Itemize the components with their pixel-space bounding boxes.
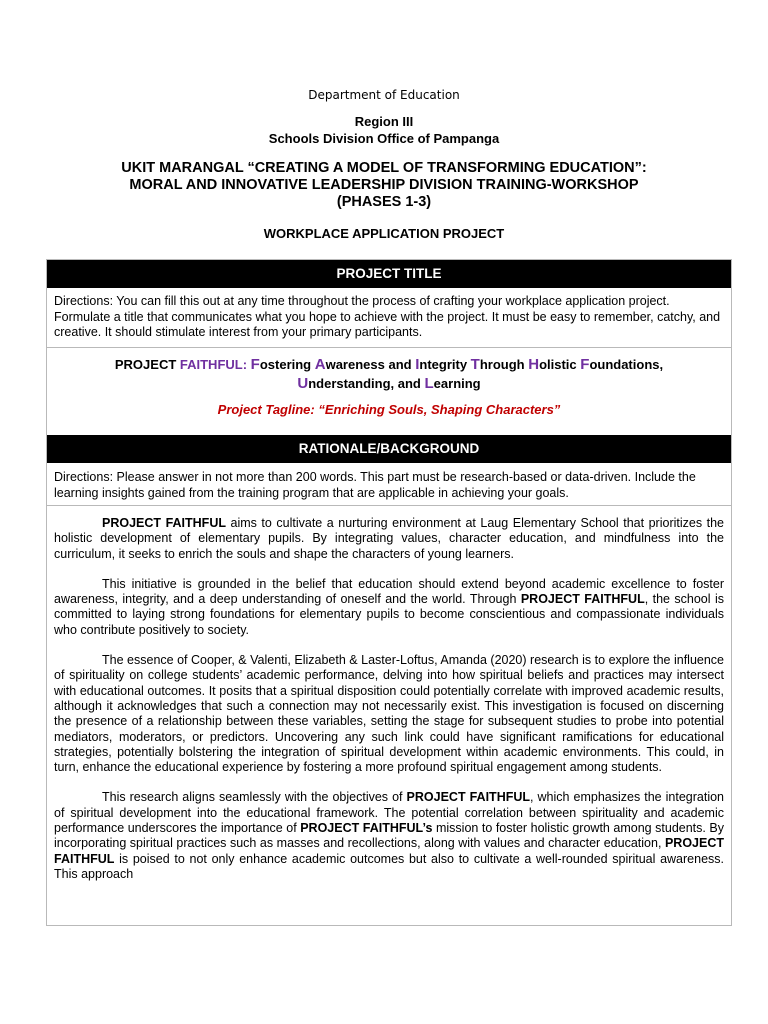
rationale-paragraph [54, 516, 724, 562]
acronym-letter: L [424, 375, 434, 392]
department-name: Department of Education [308, 88, 460, 102]
acronym-word: wareness and [325, 357, 416, 372]
paragraph-text: , the school is committed to laying strong foundations for elementary pupils to become conscientious and compassionate individuals who contribute positively to society. [54, 592, 724, 637]
acronym-letter: A [314, 356, 326, 373]
training-title-line-2: MORAL AND INNOVATIVE LEADERSHIP DIVISION TRAINING-WORKSHOP [129, 177, 639, 193]
rationale-header: RATIONALE/BACKGROUND [47, 435, 731, 463]
division-office-name: Schools Division Office of Pampanga [268, 131, 500, 146]
training-title-line-3: (PHASES 1-3) [336, 194, 432, 210]
project-name-bold: PROJECT FAITHFUL’s [300, 821, 433, 836]
paragraph-text: is poised to not only enhance academic outcomes but also to cultivate a well-rounded spiritual awareness. This approach [54, 851, 724, 881]
acronym-letter: H [528, 356, 540, 373]
rationale-paragraph [54, 577, 724, 638]
project-tagline: Project Tagline: “Enriching Souls, Shaping Characters” [217, 402, 561, 417]
project-name: FAITHFUL [179, 357, 243, 372]
project-title-colon: : [242, 357, 251, 372]
project-name-bold: PROJECT FAITHFUL [406, 790, 531, 805]
paragraph-text: This research aligns seamlessly with the objectives of [102, 790, 407, 805]
rationale-paragraph: The essence of Cooper, & Valenti, Elizabeth & Laster-Loftus, Amanda (2020) research is to explore the influence of spirituality on college students’ academic performance, delving into how spiritual beliefs and practices may intersect with educational outcomes. It posits that a spiritual disposition could potentially correlate with improved academic results, although it acknowledges that such a connection may not necessarily exist. This investigation is focused on discerning the presence of a relationship between these variables, setting the stage for subsequent studies to probe into potential mediators, moderators, or predictors. Uncovering any such link could have significant ramifications for educational strategies, potentially bolstering the integration of spiritual development within academic environments. This could, in turn, enhance the educational experience by fostering a more profound spiritual engagement among students. [54, 653, 724, 775]
project-title-prefix: PROJECT [114, 357, 180, 372]
project-title-header: PROJECT TITLE [47, 260, 731, 288]
rationale-body [54, 516, 724, 921]
acronym-word: ntegrity [419, 357, 471, 372]
acronym-letter: U [297, 375, 309, 392]
document-type-heading: WORKPLACE APPLICATION PROJECT [263, 226, 505, 241]
paragraph-text: mission to foster holistic growth among students. By incorporating spiritual practices such as masses and recollections, along with values and character education, [54, 821, 724, 851]
training-title [60, 160, 708, 211]
row-divider [47, 505, 731, 506]
acronym-word: olistic [539, 357, 581, 372]
acronym-word: hrough [479, 357, 529, 372]
acronym-word: earning [433, 376, 481, 391]
project-title-directions [54, 294, 722, 341]
acronym-word: nderstanding, and [308, 376, 425, 391]
training-title-line-1: UKIT MARANGAL “CREATING A MODEL OF TRANSFORMING EDUCATION”: [121, 160, 647, 176]
acronym-word: oundations, [589, 357, 664, 372]
region-name: Region III [354, 114, 414, 129]
paragraph-text: , which emphasizes the integration of spiritual development into the educational framework. The potential correlation between spirituality and academic performance underscores the importance of [54, 790, 724, 836]
project-name-bold: PROJECT FAITHFUL [520, 592, 645, 607]
paragraph-text: This initiative is grounded in the belief that education should extend beyond academic excellence to foster awareness, integrity, and a deep understanding of oneself and the world. Through [54, 576, 724, 607]
directions-text: : You can fill this out at any time throughout the process of crafting your workplace application project. Formulate a title that communicates what you hope to achieve with the project. It must be easy to remember, catchy, and creative. It should stimulate interest from your primary participants. [54, 294, 721, 339]
acronym-letter: I [415, 356, 420, 373]
rationale-directions: Directions: Please answer in not more than 200 words. This part must be research-based or data-driven. Include the learning insights gained from the training program that are applicable in achieving your goals. [54, 470, 696, 500]
project-form-table [46, 259, 732, 926]
rationale-paragraph [54, 790, 724, 882]
project-name-bold: PROJECT FAITHFUL [102, 516, 226, 530]
acronym-letter: F [250, 356, 260, 373]
paragraph-text: aims to cultivate a nurturing environment at Laug Elementary School that prioritizes the holistic development of elementary pupils. By integrating values, character education, and mindfulness into the curriculum, it seeks to enrich the souls and shape the characters of young learners. [54, 516, 724, 561]
row-divider [47, 347, 731, 348]
acronym-letter: T [470, 356, 480, 373]
directions-label: Directions [54, 294, 110, 308]
acronym-letter: F [580, 356, 590, 373]
project-name-bold: PROJECT FAITHFUL [54, 836, 724, 866]
acronym-word: ostering [259, 357, 315, 372]
project-title [57, 355, 721, 393]
